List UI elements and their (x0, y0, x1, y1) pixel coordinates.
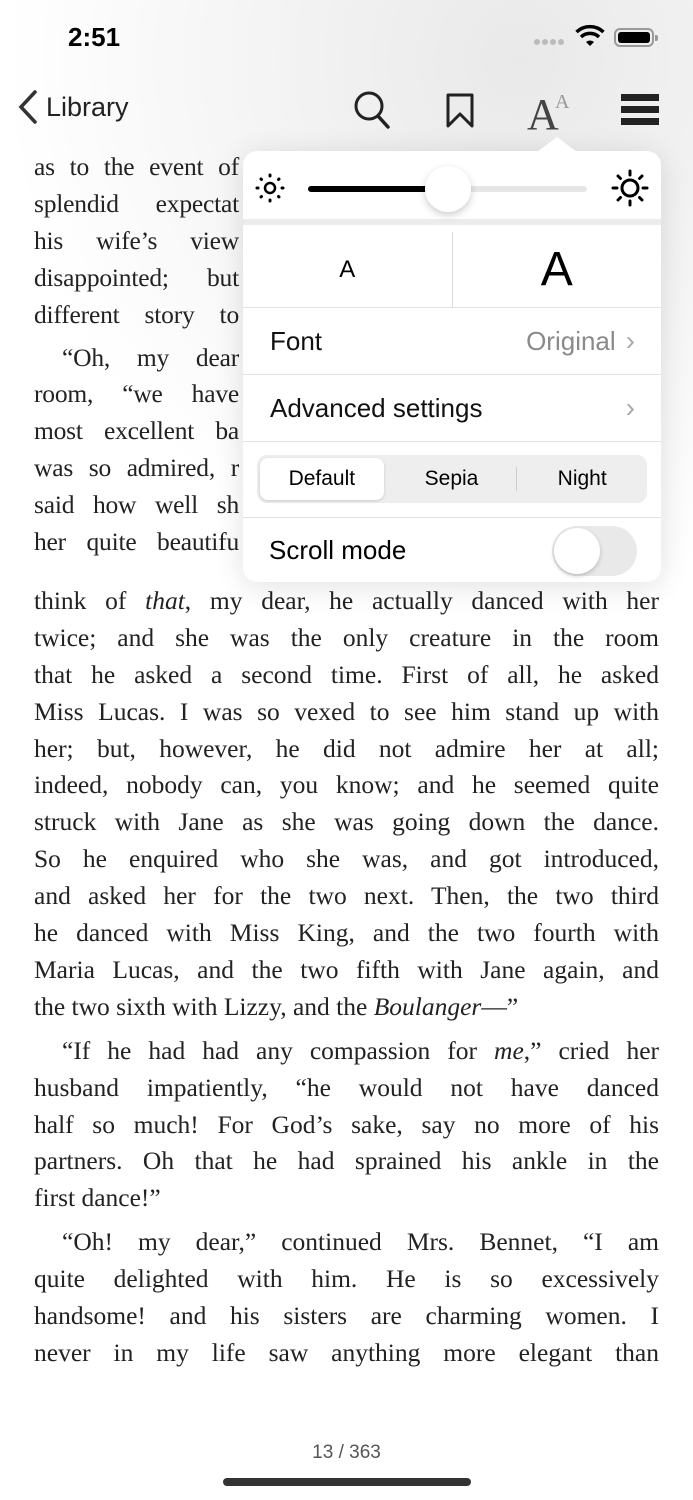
theme-sepia[interactable]: Sepia (424, 467, 479, 490)
text-line (34, 1146, 659, 1176)
text-segment: different story to (34, 299, 239, 329)
text-segment: disappointed; but (34, 262, 239, 292)
text-segment: Maria Lucas, and the two fifth with Jane again, and (34, 954, 659, 984)
text-segment: said how well sh (34, 490, 239, 520)
popover-arrow (537, 137, 577, 152)
text-line (34, 586, 659, 616)
text-line (34, 734, 659, 764)
text-segment: splendid expectat (34, 188, 239, 218)
font-row[interactable] (243, 308, 661, 375)
text-segment: half so much! For God’s sake, say no more of his (34, 1109, 659, 1139)
font-label: Font (270, 325, 323, 356)
advanced-settings-row[interactable] (243, 375, 661, 442)
battery-icon (614, 28, 654, 47)
toggle-knob (554, 528, 600, 574)
scroll-mode-label: Scroll mode (269, 534, 407, 565)
menu-icon[interactable] (621, 94, 659, 126)
search-icon[interactable] (352, 88, 392, 132)
decrease-font-button[interactable]: A (243, 232, 453, 307)
text-segment: indeed, nobody can, you know; and he seemed quite (34, 770, 659, 800)
text-line (34, 844, 659, 874)
font-value: Original (526, 325, 616, 356)
theme-default[interactable]: Default (260, 458, 384, 500)
font-size-row (243, 232, 661, 308)
text-segment: twice; and she was the only creature in the room (34, 622, 659, 652)
signal-icon (534, 39, 564, 45)
italic-segment: me (494, 1035, 524, 1065)
text-segment: —” (481, 991, 519, 1021)
text-segment: think of (34, 585, 146, 615)
text-line (34, 1183, 659, 1213)
text-line (34, 807, 659, 837)
italic-segment: that (145, 585, 185, 615)
text-line (34, 1338, 659, 1368)
svg-text:A: A (527, 90, 559, 132)
text-segment: never in my life saw anything more elegant than (34, 1337, 659, 1367)
svg-text:A: A (555, 91, 570, 113)
text-size-icon[interactable] (525, 88, 575, 132)
text-segment: and asked her for the two next. Then, the two third (34, 881, 659, 911)
text-line (34, 697, 659, 727)
text-segment: ,” cried her (523, 1035, 659, 1065)
text-segment: room, “we have (34, 379, 239, 409)
text-line (34, 992, 659, 1022)
text-segment: quite delighted with him. He is so excessively (34, 1264, 659, 1294)
text-segment: “If he had had any compassion for (62, 1035, 495, 1065)
status-time: 2:51 (68, 22, 121, 52)
text-line (34, 226, 239, 256)
text-line (34, 189, 239, 219)
text-segment: Miss Lucas. I was so vexed to see him stand up with (34, 696, 659, 726)
text-line (34, 1227, 659, 1257)
advanced-settings-label: Advanced settings (270, 392, 483, 423)
theme-segmented-control (257, 455, 647, 503)
text-line (34, 453, 239, 483)
chevron-right-icon: › (625, 392, 635, 423)
text-line (34, 770, 659, 800)
text-segment: partners. Oh that he had sprained his ankle in the (34, 1146, 659, 1176)
text-line (34, 881, 659, 911)
text-line (34, 152, 239, 182)
text-line (34, 343, 239, 373)
brightness-row (243, 151, 661, 225)
text-line (34, 527, 239, 557)
text-line (34, 1036, 659, 1066)
italic-segment: Boulanger (373, 991, 482, 1021)
text-line (34, 955, 659, 985)
text-line (34, 918, 659, 948)
text-segment: So he enquired who she was, and got introduced, (34, 844, 659, 874)
text-segment: the two sixth with Lizzy, and the (34, 991, 374, 1021)
text-line (34, 660, 659, 690)
text-segment: was so admired, r (34, 453, 239, 483)
text-line (34, 379, 239, 409)
brightness-slider-thumb[interactable] (425, 166, 471, 212)
text-segment: “Oh! my dear,” continued Mrs. Bennet, “I am (62, 1227, 659, 1257)
text-segment: her; but, however, he did not admire her at all; (34, 733, 659, 763)
text-line (34, 1110, 659, 1140)
text-segment: , my dear, he actually danced with her (184, 585, 659, 615)
scroll-mode-row (243, 518, 661, 582)
brightness-high-icon (610, 168, 650, 208)
text-line (34, 300, 239, 330)
bookmark-icon[interactable] (444, 88, 476, 132)
text-segment: husband impatiently, “he would not have danced (34, 1072, 659, 1102)
text-segment: as to the event of (34, 152, 239, 181)
brightness-low-icon (253, 171, 287, 205)
text-line (34, 1301, 659, 1331)
chevron-right-icon: › (625, 325, 635, 356)
reading-settings-popover (243, 151, 661, 582)
text-line (34, 416, 239, 446)
segment-divider (516, 467, 517, 491)
text-line (34, 263, 239, 293)
scroll-mode-toggle[interactable] (552, 526, 637, 576)
text-line (34, 1073, 659, 1103)
text-segment: his wife’s view (34, 225, 239, 255)
back-to-library-button[interactable] (18, 90, 129, 124)
page-indicator: 13 / 363 (312, 1442, 381, 1463)
brightness-slider[interactable] (308, 186, 587, 192)
wifi-icon (575, 24, 605, 48)
text-segment: he danced with Miss King, and the two fourth with (34, 918, 659, 947)
text-segment: “Oh, my dear (62, 342, 239, 372)
theme-row (243, 441, 661, 518)
home-indicator (223, 1478, 471, 1486)
text-line (34, 1264, 659, 1294)
text-segment: her quite beautifu (34, 527, 239, 556)
text-segment: struck with Jane as she was going down the dance. (34, 807, 659, 837)
text-segment: that he asked a second time. First of all, he asked (34, 659, 659, 689)
text-line (34, 623, 659, 653)
back-label: Library (46, 91, 129, 122)
increase-font-button[interactable]: A (540, 243, 573, 296)
chevron-left-icon (18, 90, 38, 124)
theme-night[interactable]: Night (557, 467, 607, 490)
text-segment: most excellent ba (34, 416, 239, 446)
text-segment: first dance!” (34, 1183, 161, 1213)
text-segment: handsome! and his sisters are charming women. I (34, 1301, 659, 1330)
text-line (34, 490, 239, 520)
